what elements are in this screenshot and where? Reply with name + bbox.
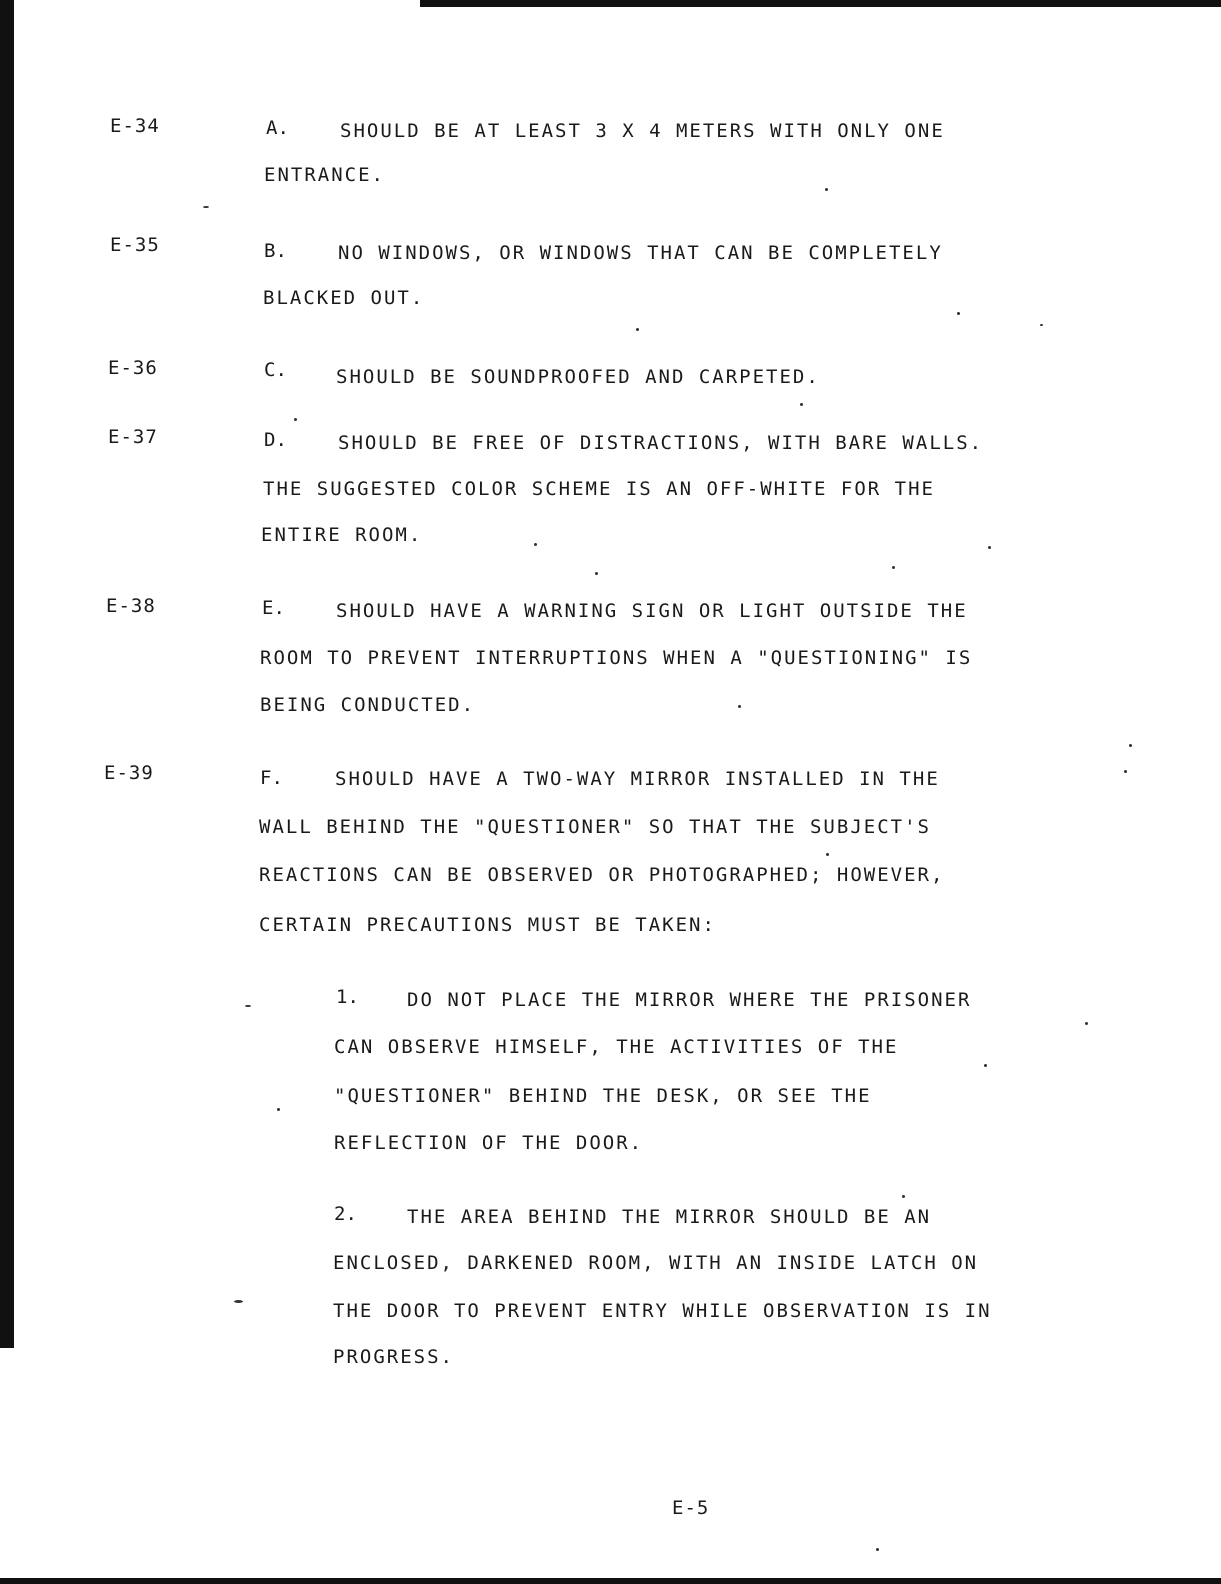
item-label-e35: E-35 xyxy=(110,234,160,256)
item-line: THE SUGGESTED COLOR SCHEME IS AN OFF-WHITE FOR THE xyxy=(263,478,935,500)
scan-speck xyxy=(902,1195,905,1198)
item-letter-f: F. xyxy=(260,767,283,789)
scan-speck xyxy=(892,566,895,569)
scan-speck xyxy=(1040,324,1043,326)
scan-speck xyxy=(826,853,829,856)
scan-border-left xyxy=(0,0,14,1348)
scan-speck xyxy=(800,403,803,406)
scan-speck xyxy=(957,312,960,315)
item-label-e37: E-37 xyxy=(108,426,158,448)
item-line: SHOULD BE SOUNDPROOFED AND CARPETED. xyxy=(336,366,820,388)
item-line: SHOULD HAVE A TWO-WAY MIRROR INSTALLED IN THE xyxy=(335,768,940,790)
item-line: ENTIRE ROOM. xyxy=(261,524,423,546)
scan-speck xyxy=(294,418,297,421)
subitem-line: THE DOOR TO PREVENT ENTRY WHILE OBSERVATION IS IN xyxy=(333,1300,992,1322)
subitem-line: ENCLOSED, DARKENED ROOM, WITH AN INSIDE LATCH ON xyxy=(333,1252,979,1274)
item-letter-c: C. xyxy=(264,359,287,381)
item-line: BLACKED OUT. xyxy=(263,287,425,309)
item-letter-b: B. xyxy=(264,240,287,262)
item-line: SHOULD BE AT LEAST 3 X 4 METERS WITH ONLY ONE xyxy=(340,120,945,142)
subitem-line: DO NOT PLACE THE MIRROR WHERE THE PRISONER xyxy=(407,989,972,1011)
scan-speck xyxy=(984,1064,987,1067)
scan-speck xyxy=(203,206,209,208)
scan-speck xyxy=(245,1005,251,1007)
scan-speck xyxy=(1129,744,1132,747)
item-label-e34: E-34 xyxy=(110,115,160,137)
item-line: SHOULD HAVE A WARNING SIGN OR LIGHT OUTSIDE THE xyxy=(336,600,968,622)
scan-border-bottom xyxy=(0,1578,1221,1584)
item-label-e38: E-38 xyxy=(106,595,156,617)
scan-speck xyxy=(277,1108,280,1111)
subitem-line: THE AREA BEHIND THE MIRROR SHOULD BE AN xyxy=(407,1206,932,1228)
item-letter-d: D. xyxy=(264,429,287,451)
scan-speck xyxy=(636,328,639,331)
scan-speck xyxy=(1085,1022,1088,1025)
item-line: ENTRANCE. xyxy=(264,164,385,186)
subitem-line: CAN OBSERVE HIMSELF, THE ACTIVITIES OF THE xyxy=(334,1036,899,1058)
item-line: BEING CONDUCTED. xyxy=(260,694,476,716)
subitem-number-2: 2. xyxy=(334,1203,357,1225)
item-line: REACTIONS CAN BE OBSERVED OR PHOTOGRAPHED; HOWEVER, xyxy=(259,864,945,886)
item-line: ROOM TO PREVENT INTERRUPTIONS WHEN A "QUESTIONING" IS xyxy=(260,647,973,669)
subitem-line: "QUESTIONER" BEHIND THE DESK, OR SEE THE xyxy=(334,1085,872,1107)
scan-speck xyxy=(1124,770,1127,773)
scan-speck xyxy=(825,188,828,191)
scan-speck xyxy=(988,546,991,549)
scan-speck xyxy=(234,1300,243,1303)
item-line: NO WINDOWS, OR WINDOWS THAT CAN BE COMPLETELY xyxy=(338,242,943,264)
scan-speck xyxy=(876,1548,879,1551)
subitem-line: REFLECTION OF THE DOOR. xyxy=(334,1132,644,1154)
scan-speck xyxy=(534,543,537,546)
item-line: CERTAIN PRECAUTIONS MUST BE TAKEN: xyxy=(259,914,716,936)
page-number: E-5 xyxy=(672,1497,710,1519)
subitem-line: PROGRESS. xyxy=(333,1346,454,1368)
item-line: SHOULD BE FREE OF DISTRACTIONS, WITH BARE WALLS. xyxy=(338,432,984,454)
item-label-e39: E-39 xyxy=(104,762,154,784)
scan-speck xyxy=(738,705,741,708)
subitem-number-1: 1. xyxy=(336,986,359,1008)
item-label-e36: E-36 xyxy=(108,357,158,379)
item-letter-a: A. xyxy=(266,117,289,139)
item-line: WALL BEHIND THE "QUESTIONER" SO THAT THE SUBJECT'S xyxy=(259,816,931,838)
scan-border-top xyxy=(420,0,1221,7)
item-letter-e: E. xyxy=(262,597,285,619)
scan-speck xyxy=(595,572,598,575)
